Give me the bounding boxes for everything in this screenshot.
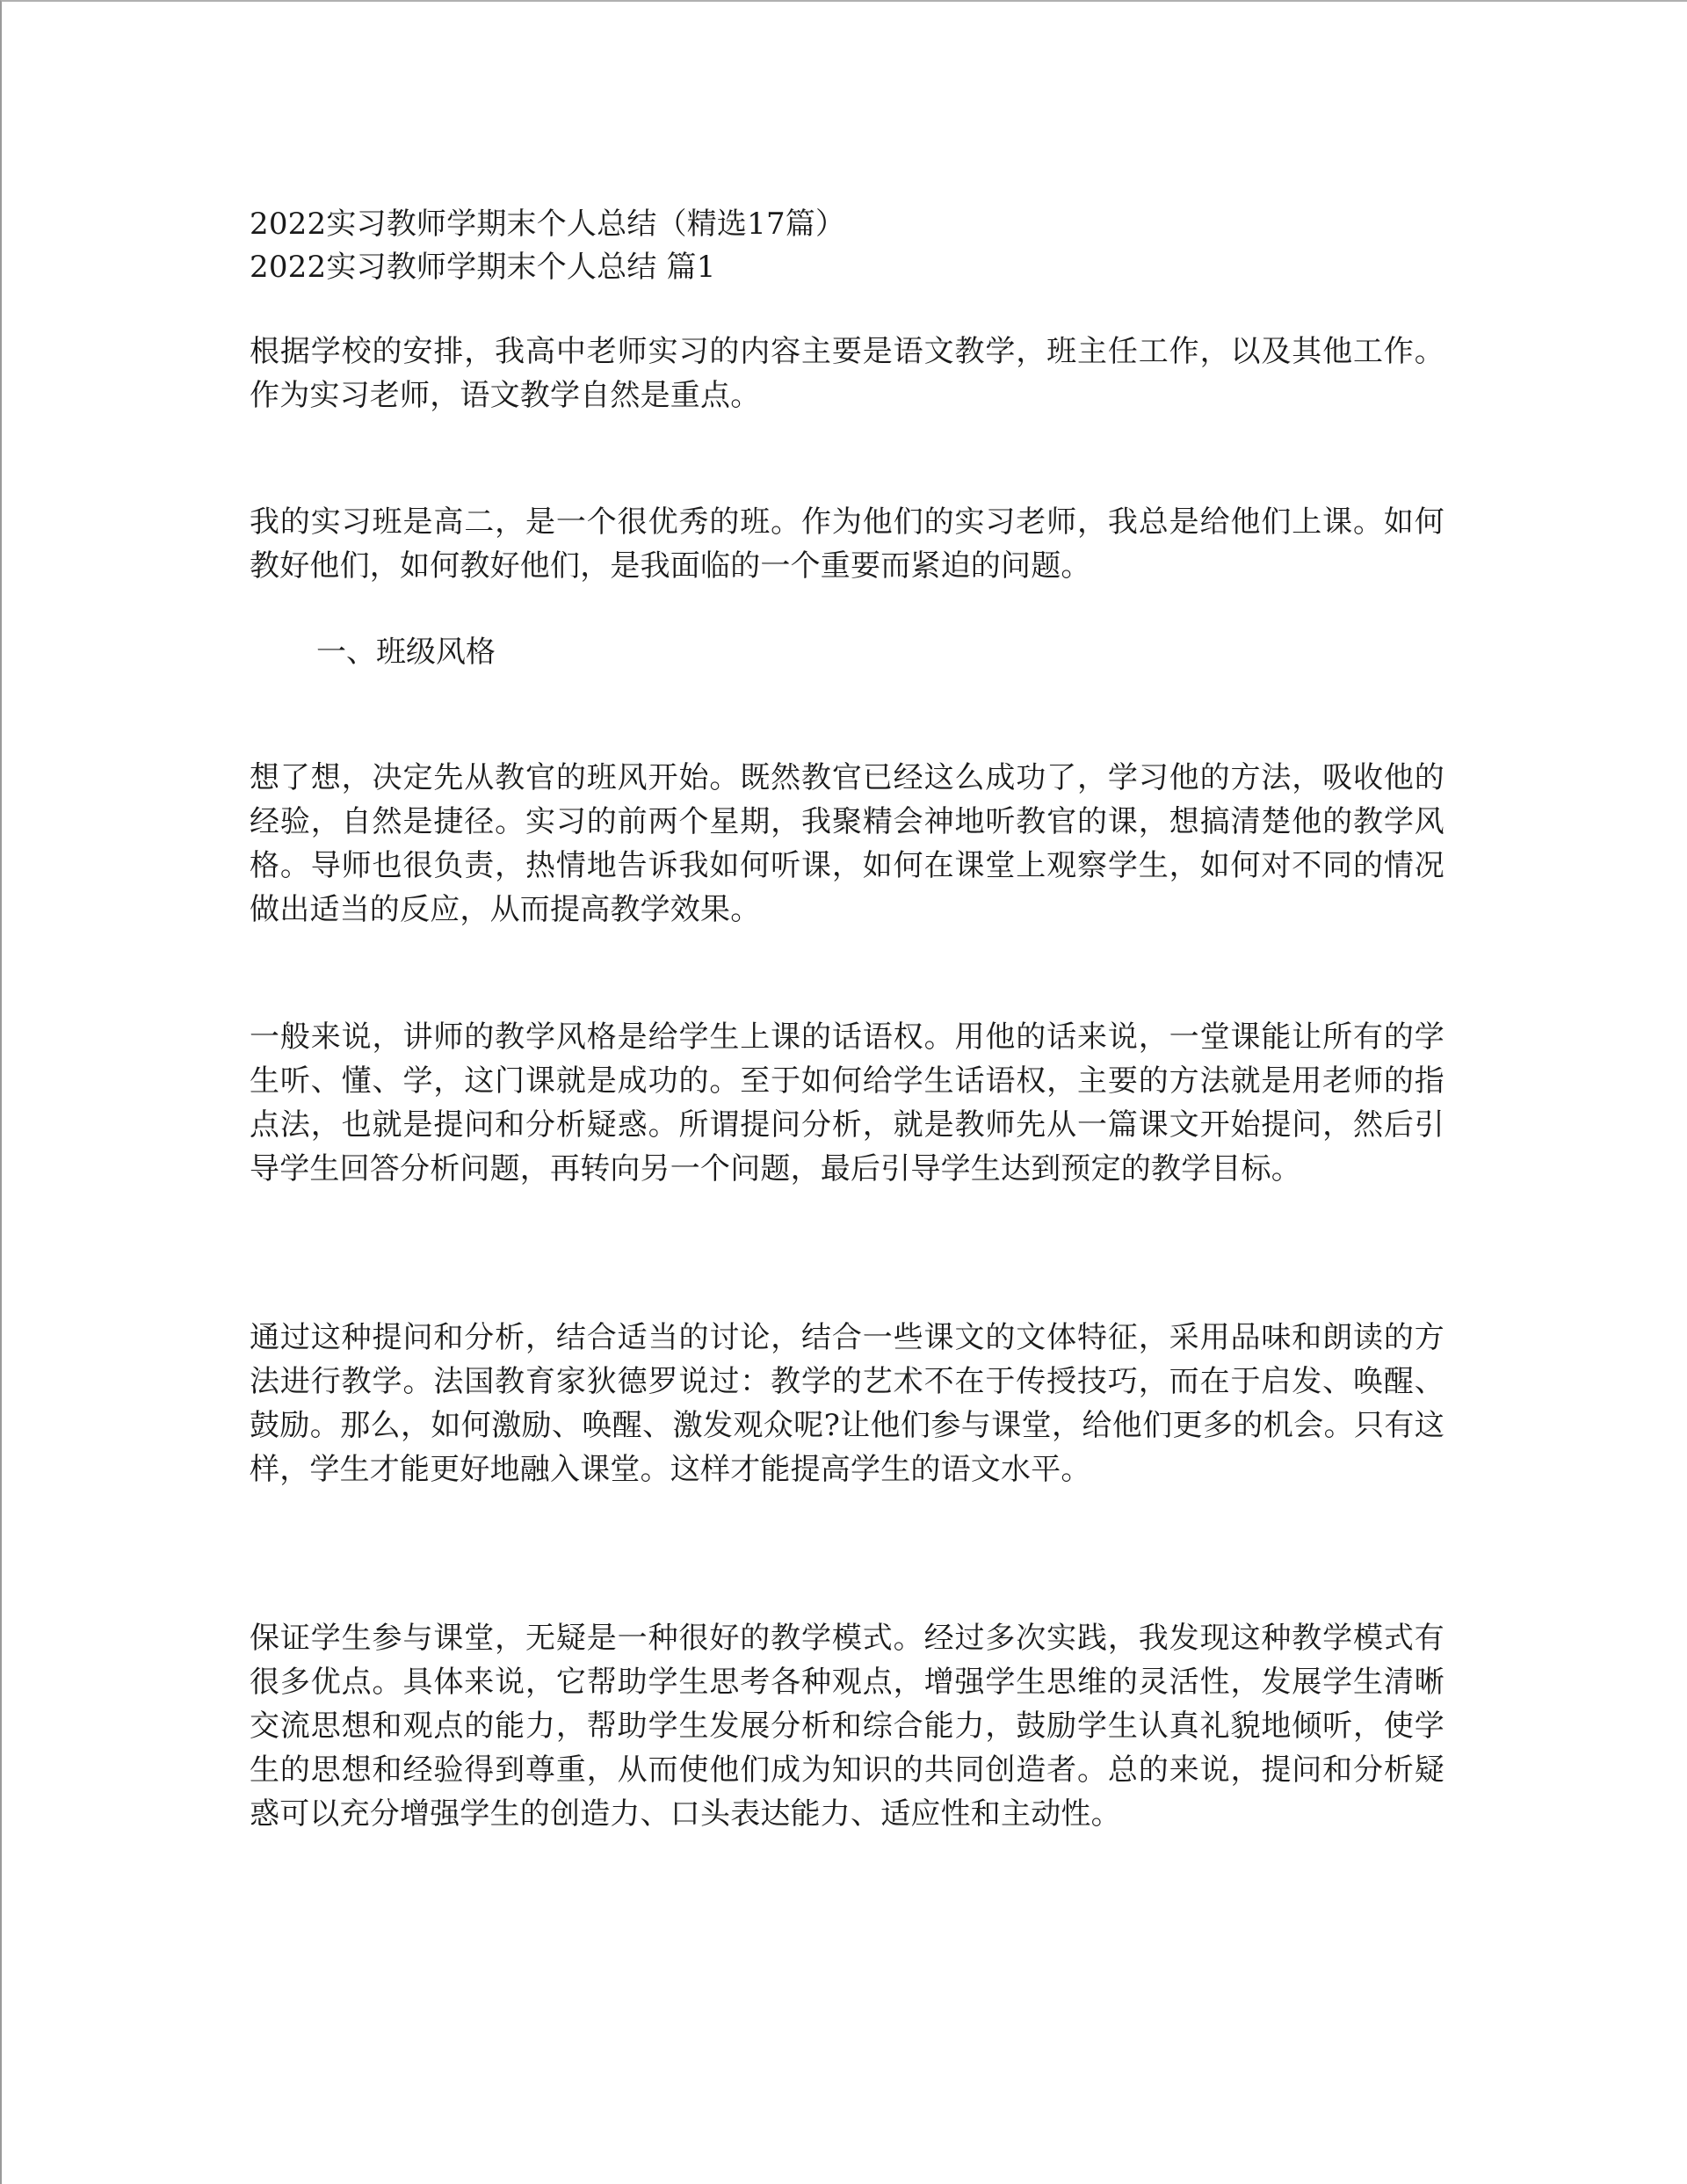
document-title: 2022实习教师学期末个人总结（精选17篇）	[250, 207, 846, 242]
paragraph-3: 想了想，决定先从教官的班风开始。既然教官已经这么成功了，学习他的方法，吸收他的经验，自然是捷径。实习的前两个星期，我聚精会神地听教官的课，想搞清楚他的教学风格。导师也很负责，热情地告诉我如何听课，如何在课堂上观察学生，如何对不同的情况做出适当的反应，从而提高教学效果。	[250, 760, 1444, 927]
paragraph-2: 我的实习班是高二，是一个很优秀的班。作为他们的实习老师，我总是给他们上课。如何教好他们，如何教好他们，是我面临的一个重要而紧迫的问题。	[250, 504, 1444, 584]
section-heading: 一、班级风格	[316, 635, 496, 670]
paragraph-4: 一般来说，讲师的教学风格是给学生上课的话语权。用他的话来说，一堂课能让所有的学生听、懂、学，这门课就是成功的。至于如何给学生话语权，主要的方法就是用老师的指点法，也就是提问和分析疑惑。所谓提问分析，就是教师先从一篇课文开始提问，然后引导学生回答分析问题，再转向另一个问题，最后引导学生达到预定的教学目标。	[250, 1019, 1444, 1186]
paragraph-5: 通过这种提问和分析，结合适当的讨论，结合一些课文的文体特征，采用品味和朗读的方法进行教学。法国教育家狄德罗说过：教学的艺术不在于传授技巧，而在于启发、唤醒、鼓励。那么，如何激励、唤醒、激发观众呢?让他们参与课堂，给他们更多的机会。只有这样，学生才能更好地融入课堂。这样才能提高学生的语文水平。	[250, 1320, 1444, 1487]
document-subtitle: 2022实习教师学期末个人总结 篇1	[250, 250, 716, 285]
paragraph-6: 保证学生参与课堂，无疑是一种很好的教学模式。经过多次实践，我发现这种教学模式有很多优点。具体来说，它帮助学生思考各种观点，增强学生思维的灵活性，发展学生清晰交流思想和观点的能力，帮助学生发展分析和综合能力，鼓励学生认真礼貌地倾听，使学生的思想和经验得到尊重，从而使他们成为知识的共同创造者。总的来说，提问和分析疑惑可以充分增强学生的创造力、口头表达能力、适应性和主动性。	[250, 1621, 1444, 1832]
paragraph-1: 根据学校的安排，我高中老师实习的内容主要是语文教学，班主任工作，以及其他工作。作为实习老师，语文教学自然是重点。	[250, 334, 1444, 413]
